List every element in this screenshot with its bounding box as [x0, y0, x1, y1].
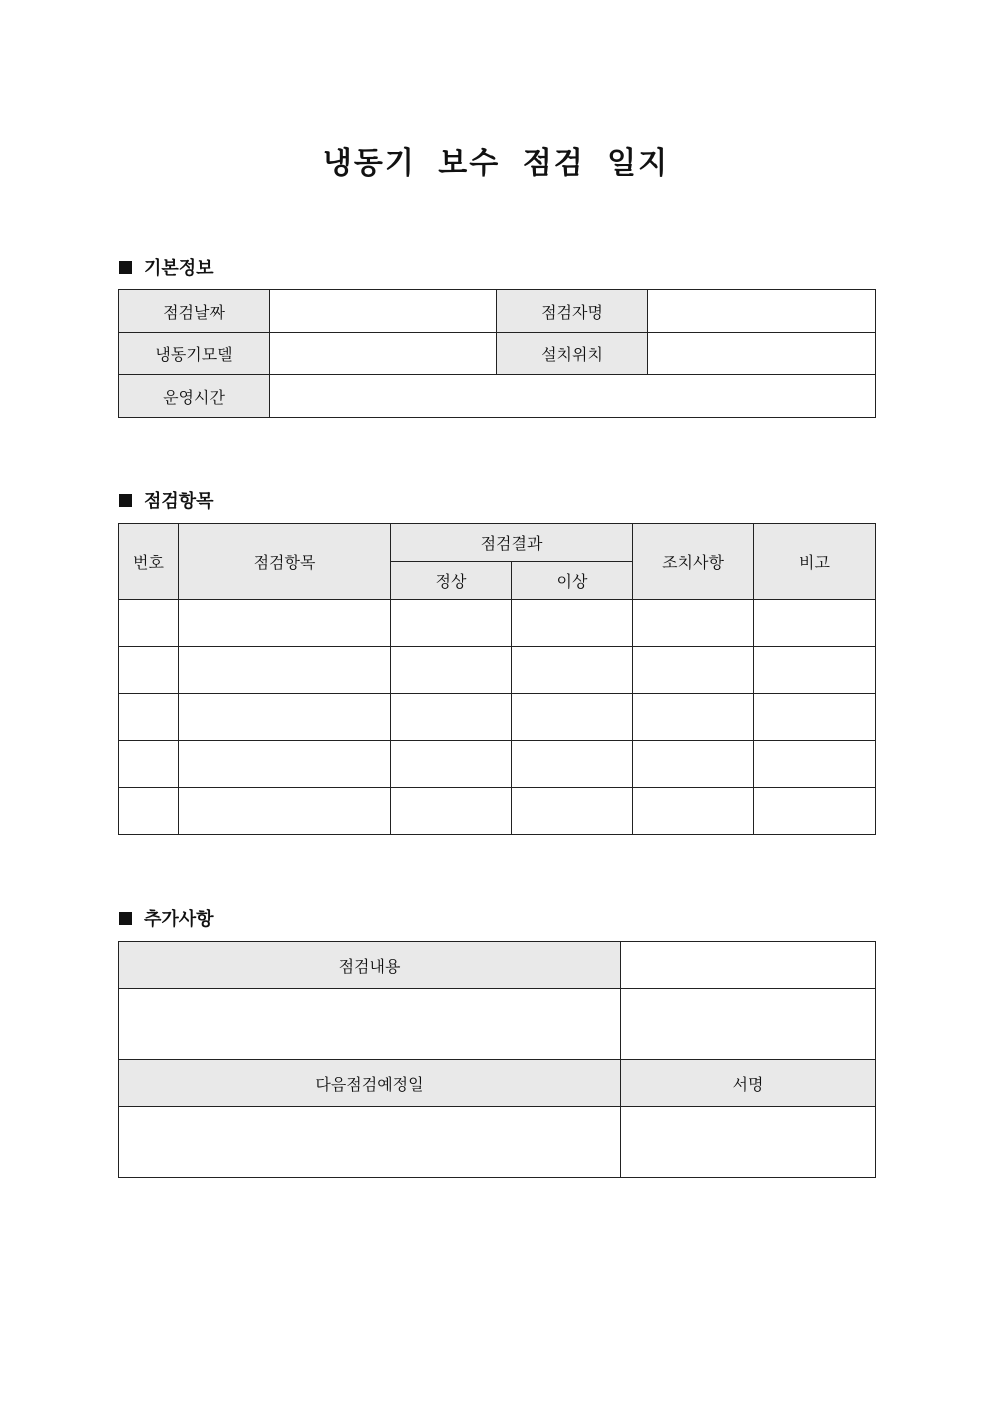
row-action-cell[interactable]: [633, 741, 754, 788]
inspection-date-label: 점검날짜: [119, 290, 270, 333]
row-normal-cell[interactable]: [391, 741, 512, 788]
row-abnormal-cell[interactable]: [512, 600, 633, 647]
row-remarks-cell[interactable]: [754, 600, 876, 647]
install-location-field[interactable]: [648, 333, 876, 375]
table-row: [119, 600, 876, 647]
row-number-cell[interactable]: [119, 694, 179, 741]
table-row: [119, 647, 876, 694]
blank-cell: [621, 989, 876, 1060]
row-remarks-cell[interactable]: [754, 741, 876, 788]
inspection-date-field[interactable]: [270, 290, 497, 333]
row-remarks-cell[interactable]: [754, 694, 876, 741]
row-item-cell[interactable]: [179, 694, 391, 741]
row-abnormal-cell[interactable]: [512, 788, 633, 835]
column-header-abnormal: 이상: [512, 562, 633, 600]
row-number-cell[interactable]: [119, 788, 179, 835]
inspector-name-label: 점검자명: [497, 290, 648, 333]
row-action-cell[interactable]: [633, 600, 754, 647]
square-bullet-icon: [119, 494, 132, 507]
operating-hours-label: 운영시간: [119, 375, 270, 418]
refrigerator-model-label: 냉동기모델: [119, 333, 270, 375]
row-normal-cell[interactable]: [391, 647, 512, 694]
section-heading-additional: [119, 905, 214, 931]
table-row: [119, 788, 876, 835]
column-header-normal: 정상: [391, 562, 512, 600]
table-row: [119, 741, 876, 788]
blank-cell: [621, 942, 876, 989]
additional-table: [118, 941, 876, 1178]
inspection-content-field[interactable]: [119, 989, 621, 1060]
section-heading-label: 점검항목: [144, 491, 214, 512]
column-header-number: 번호: [119, 524, 179, 600]
next-inspection-date-field[interactable]: [119, 1107, 621, 1178]
row-action-cell[interactable]: [633, 788, 754, 835]
row-item-cell[interactable]: [179, 788, 391, 835]
operating-hours-field[interactable]: [270, 375, 876, 418]
inspection-content-label: 점검내용: [119, 942, 621, 989]
row-item-cell[interactable]: [179, 741, 391, 788]
column-header-item: 점검항목: [179, 524, 391, 600]
next-inspection-date-label: 다음점검예정일: [119, 1060, 621, 1107]
basic-info-table: [118, 289, 876, 418]
row-abnormal-cell[interactable]: [512, 741, 633, 788]
column-header-result: 점검결과: [391, 524, 633, 562]
section-heading-basic-info: [119, 254, 214, 280]
row-item-cell[interactable]: [179, 647, 391, 694]
row-number-cell[interactable]: [119, 647, 179, 694]
square-bullet-icon: [119, 261, 132, 274]
install-location-label: 설치위치: [497, 333, 648, 375]
row-number-cell[interactable]: [119, 600, 179, 647]
row-normal-cell[interactable]: [391, 788, 512, 835]
section-heading-label: 추가사항: [144, 909, 214, 930]
inspection-items-table: [118, 523, 876, 835]
signature-label: 서명: [621, 1060, 876, 1107]
section-heading-label: 기본정보: [144, 258, 214, 279]
row-remarks-cell[interactable]: [754, 647, 876, 694]
section-heading-inspection-items: [119, 487, 214, 513]
row-abnormal-cell[interactable]: [512, 647, 633, 694]
square-bullet-icon: [119, 912, 132, 925]
row-normal-cell[interactable]: [391, 694, 512, 741]
row-action-cell[interactable]: [633, 647, 754, 694]
row-abnormal-cell[interactable]: [512, 694, 633, 741]
row-remarks-cell[interactable]: [754, 788, 876, 835]
page-title: 냉동기 보수 점검 일지: [322, 146, 670, 181]
column-header-action: 조치사항: [633, 524, 754, 600]
column-header-remarks: 비고: [754, 524, 876, 600]
signature-field[interactable]: [621, 1107, 876, 1178]
row-action-cell[interactable]: [633, 694, 754, 741]
row-item-cell[interactable]: [179, 600, 391, 647]
refrigerator-model-field[interactable]: [270, 333, 497, 375]
inspector-name-field[interactable]: [648, 290, 876, 333]
row-normal-cell[interactable]: [391, 600, 512, 647]
table-row: [119, 694, 876, 741]
row-number-cell[interactable]: [119, 741, 179, 788]
